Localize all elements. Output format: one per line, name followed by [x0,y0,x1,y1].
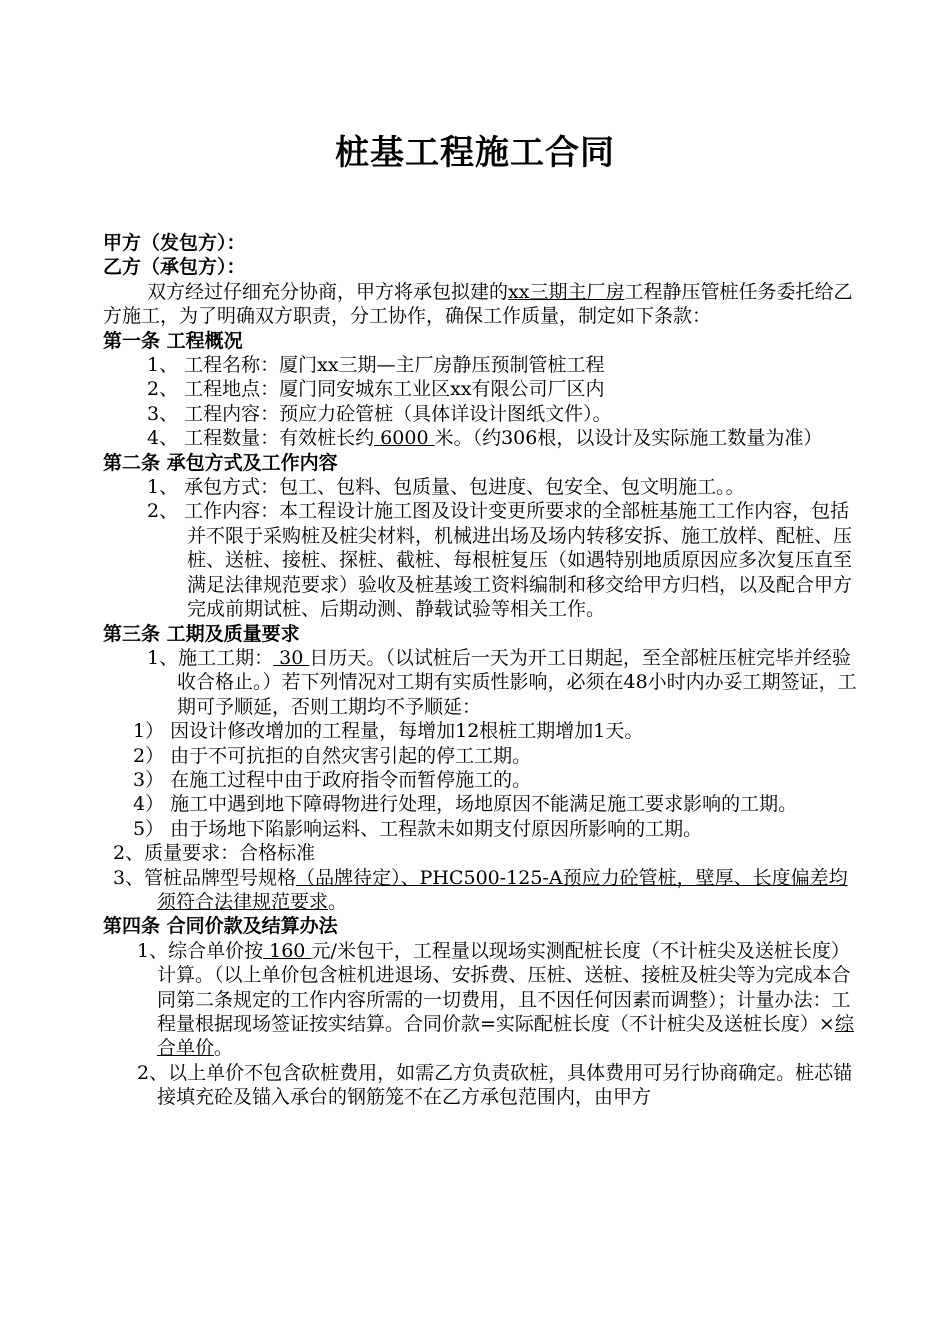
article-1-heading: 第一条 工程概况 [103,329,243,352]
article-1-item-4 [103,426,863,450]
a3-item1-value: 30 [273,646,310,669]
article-3-item-1 [103,646,863,719]
article-2-heading: 第二条 承包方式及工作内容 [103,451,338,474]
a4-item1-underlined: 综合单价 [157,1013,854,1060]
article-3-sub-1: 1） 因设计修改增加的工程量，每增加12根桩工期增加1天。 [133,720,644,743]
a4-item1-pre: 1、综合单价按 [137,939,264,962]
article-3-item-3 [103,866,863,915]
article-3-item-2: 2、质量要求：合格标准 [113,842,316,865]
article-1-item-2: 2、 工程地点：厦门同安城东工业区xx有限公司厂区内 [147,378,605,401]
intro-paragraph [103,280,863,329]
a4-item1-mid: 元/米包干，工程量以现场实测配桩长度（不计桩尖及送桩长度）计算。（以上单价包含桩机进退场、安拆费、压桩、送桩、接桩及桩尖等为完成本合同第二条规定的工作内容所需的一切费用，且不因任何因素而调整）；计量办法：工程量根据现场签证按实结算。合同价款=实际配桩长度（不计桩尖及送桩长度）× [157,939,851,1035]
intro-pre: 双方经过仔细充分协商，甲方将承包拟建的 [147,280,509,303]
article-4-item-2: 2、以上单价不包含砍桩费用，如需乙方负责砍桩，具体费用可另行协商确定。桩芯锚接填充砼及锚入承台的钢筋笼不在乙方承包范围内，由甲方 [137,1061,853,1109]
a3-item1-post: 日历天。（以试桩后一天为开工日期起，至全部桩压桩完毕并经验收合格止。）若下列情况对工期有实质性影响，必须在48小时内办妥工期签证，工期可予顺延，否则工期均不予顺延： [177,646,857,718]
article-3-sub-5: 5） 由于场地下陷影响运料、工程款未如期支付原因所影响的工期。 [133,817,703,840]
item4-value: 6000 [374,427,435,450]
item4-pre: 4、 工程数量：有效桩长约 [147,427,375,450]
intro-project-name: xx三期主厂房 [508,280,625,303]
article-3-sub-3: 3） 在施工过程中由于政府指令而暂停施工的。 [133,768,532,791]
article-2-item-1: 1、 承包方式：包工、包料、包质量、包进度、包安全、包文明施工。。 [147,476,745,499]
party-a-line: 甲方（发包方）： [103,232,246,254]
article-1-item-3: 3、 工程内容：预应力砼管桩（具体详设计图纸文件）。 [147,402,612,425]
a3-item3-value: （品牌待定）、PHC500-125-A预应力砼管桩，壁厚、长度偏差均须符合法律规范要求 [157,866,848,913]
party-b-line: 乙方（承包方）： [103,256,246,279]
a4-item1-value: 160 [263,939,312,962]
article-3-sub-4: 4） 施工中遇到地下障碍物进行处理，场地原因不能满足施工要求影响的工期。 [133,793,798,816]
intro-post: 工程静压管桩任务委托给乙方施工，为了明确双方职责，分工协作，确保工作质量，制定如下条款： [103,280,853,328]
a3-item3-post: 。 [328,890,348,913]
article-2-item-2: 2、 工作内容：本工程设计施工图及设计变更所要求的全部桩基施工工作内容，包括并不限于采购桩及桩尖材料，机械进出场及场内转移安拆、施工放样、配桩、压桩、送桩、接桩、探桩、截桩、每根桩复压（如遇特别地质原因应多次复压直至满足法律规范要求）验收及桩基竣工资料编制和移交给甲方归档，以及配合甲方完成前期试桩、后期动测、静载试验等相关工作。 [147,500,853,621]
article-3-sub-2: 2） 由于不可抗拒的自然灾害引起的停工工期。 [133,744,532,767]
article-4-item-1 [103,939,863,1061]
item4-post: 米。（约306根，以设计及实际施工数量为准） [434,427,823,450]
a4-item1-end: 。 [214,1037,234,1060]
contract-title: 桩基工程施工合同 [335,133,615,173]
article-1-item-1: 1、 工程名称：厦门xx三期—主厂房静压预制管桩工程 [147,354,605,377]
article-3-heading: 第三条 工期及质量要求 [103,622,300,645]
article-4-heading: 第四条 合同价款及结算办法 [103,915,338,938]
a3-item3-pre: 3、管桩品牌型号规格 [113,866,297,889]
a3-item1-pre: 1、施工工期： [147,646,274,669]
contract-body [103,231,863,1110]
